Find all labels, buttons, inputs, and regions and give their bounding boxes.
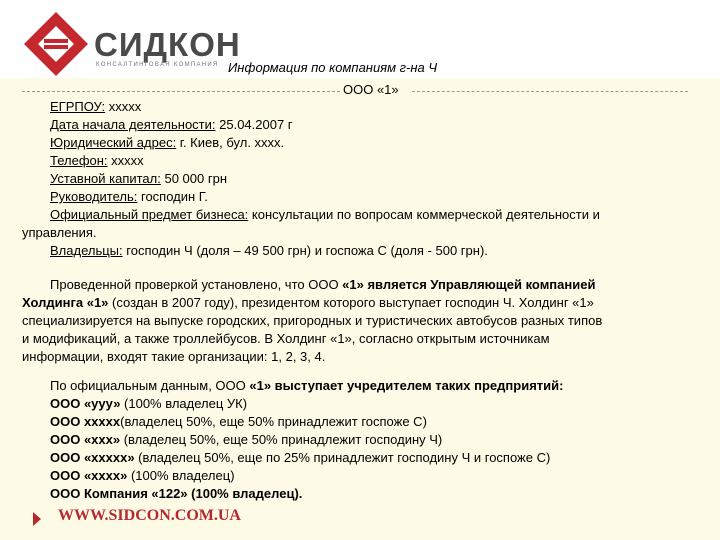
founder-name: ООО «ххххх» xyxy=(50,450,135,465)
field-label: ЕГРПОУ: xyxy=(50,99,106,114)
arrow-right-icon xyxy=(33,512,41,526)
text: (создан в 2007 году), президентом которого выступает господин Ч. Холдинг «1» xyxy=(108,295,594,310)
field-value: консультации по вопросам коммерческой деятельности и xyxy=(248,207,600,222)
field-value: 50 000 грн xyxy=(160,171,227,186)
founder-details: (100% владелец УК) xyxy=(120,396,248,411)
logo-tagline: КОНСАЛТИНГОВАЯ КОМПАНИЯ xyxy=(96,62,219,68)
founder-item xyxy=(50,450,550,466)
field-phone xyxy=(50,153,144,169)
field-label: Уставной капитал: xyxy=(50,171,161,186)
founder-details: (владелец 50%, еще 50% принадлежит господину Ч) xyxy=(120,432,443,447)
website-link[interactable]: WWW.SIDCON.COM.UA xyxy=(58,507,241,524)
logo-name: СИДКОН xyxy=(94,26,241,63)
paragraph-line xyxy=(22,295,594,311)
text: По официальным данным, ООО xyxy=(50,378,250,393)
company-logo xyxy=(22,10,241,78)
founder-name: ООО «ууу» xyxy=(50,396,121,411)
field-value: 25.04.2007 г xyxy=(215,117,293,132)
field-label: Юридический адрес: xyxy=(50,135,177,150)
founder-name: ООО ххххх xyxy=(50,414,121,429)
field-label: Дата начала деятельности: xyxy=(50,117,216,132)
field-value: xxxxx xyxy=(105,99,142,114)
field-egrpou xyxy=(50,99,141,115)
founder-details: (владелец 50%, еще 50% принадлежит госпоже С) xyxy=(120,414,427,429)
founder-name: ООО «хххх» xyxy=(50,468,128,483)
field-director xyxy=(50,189,208,205)
divider-left xyxy=(22,91,340,92)
field-business xyxy=(50,207,600,223)
field-start-date xyxy=(50,117,293,133)
founder-item xyxy=(50,432,442,448)
field-value: господин Г. xyxy=(137,189,208,204)
field-owners xyxy=(50,243,488,259)
bold-text: Холдинга «1» xyxy=(22,295,109,310)
field-business-cont xyxy=(22,225,97,241)
founder-details: (владелец 50%, еще по 25% принадлежит господину Ч и госпоже С) xyxy=(134,450,551,465)
paragraph-line: и модификаций, а также троллейбусов. В Холдинг «1», согласно открытым источникам xyxy=(22,331,550,346)
paragraph-line: информации, входят такие организации: 1, 2, 3, 4. xyxy=(22,349,326,364)
founder-name: ООО Компания «122» (100% владелец). xyxy=(50,486,303,501)
field-label: Владельцы: xyxy=(50,243,123,258)
field-address xyxy=(50,135,284,151)
field-value: г. Киев, бул. xxxx. xyxy=(176,135,285,150)
field-capital xyxy=(50,171,227,187)
field-label: Телефон: xyxy=(50,153,108,168)
founder-item xyxy=(50,486,302,502)
founder-item xyxy=(50,468,235,484)
field-label: Руководитель: xyxy=(50,189,138,204)
founder-details: (100% владелец) xyxy=(127,468,235,483)
founder-item xyxy=(50,414,427,430)
field-label: Официальный предмет бизнеса: xyxy=(50,207,249,222)
founder-name: ООО «ххх» xyxy=(50,432,121,447)
field-value: управления. xyxy=(22,225,97,240)
text: Проведенной проверкой установлено, что ООО xyxy=(50,277,343,292)
field-value: господин Ч (доля – 49 500 грн) и госпожа С (доля - 500 грн). xyxy=(122,243,488,258)
paragraph-line: специализируется на выпуске городских, пригородных и туристических автобусов разных типов xyxy=(22,313,603,328)
founder-item xyxy=(50,396,247,412)
page-title: Информация по компаниям г-на Ч xyxy=(228,60,438,75)
paragraph-line xyxy=(50,277,595,293)
bold-text: «1» является Управляющей компанией xyxy=(342,277,596,292)
founders-intro xyxy=(50,378,563,394)
field-value: xxxxx xyxy=(107,153,144,168)
logo-diamond-icon xyxy=(22,10,90,78)
bold-text: «1» выступает учредителем таких предприятий: xyxy=(249,378,564,393)
divider-right xyxy=(412,91,688,92)
company-name: ООО «1» xyxy=(343,82,399,97)
